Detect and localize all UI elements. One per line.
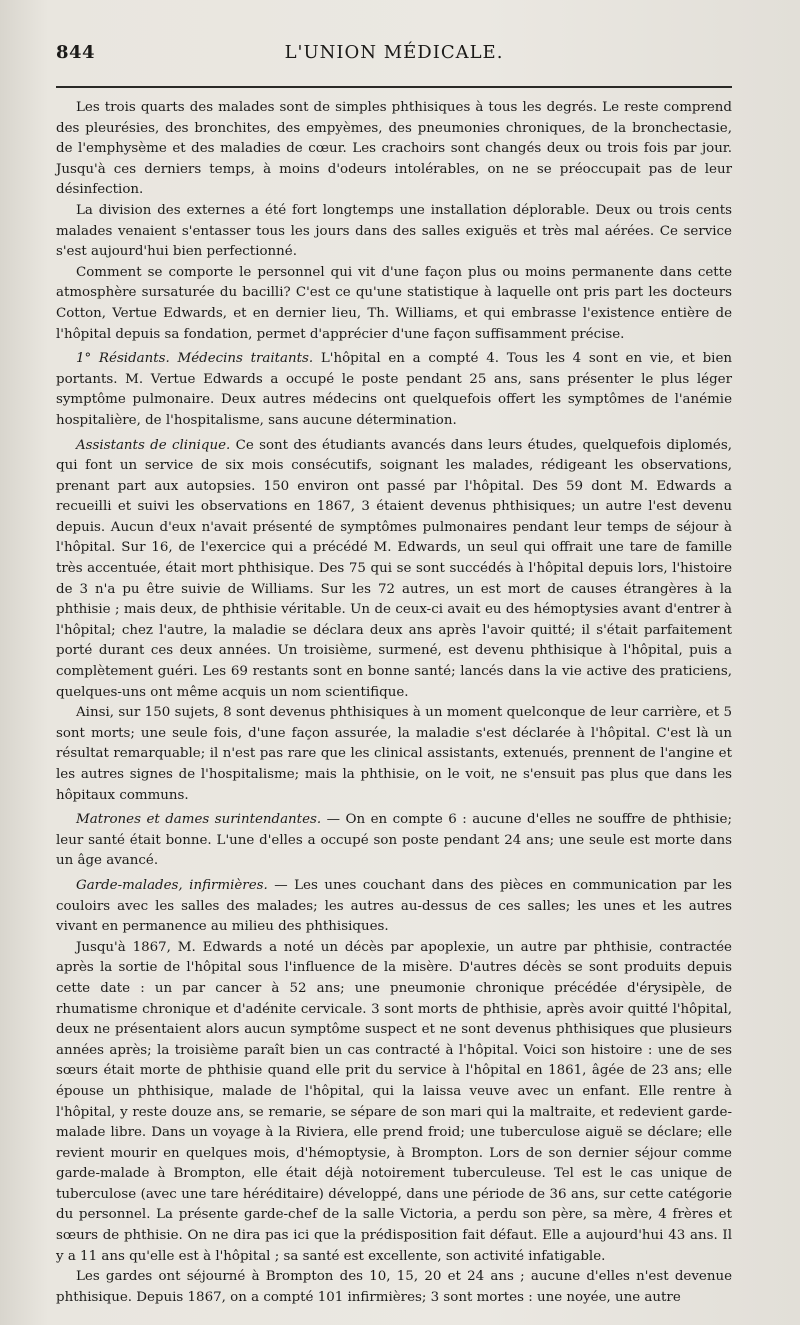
journal-title: L'UNION MÉDICALE. (284, 42, 504, 63)
running-head (56, 34, 732, 68)
paragraph-text: Comment se comporte le personnel qui vit d'une façon plus ou moins permanente dans cette atmosphère sursaturée du bacilli? C'est ce qu'une statistique à laquelle ont pris part les docteurs Cotton, Vertue Edwards, et en dernier lieu, Th. Williams, et qui embrasse l'existence entière de l'hôpital depuis sa fondation, permet d'apprécier d'une façon suffisamment précise. (56, 264, 732, 342)
paragraph-text: L'hôpital en a compté 4. Tous les 4 sont en vie, et bien portants. M. Vertue Edwards a occupé le poste pendant 25 ans, sans présenter le plus léger symptôme pulmonaire. Deux autres médecins ont quelquefois offert les symptômes de l'anémie hospitalière, de l'hospitalisme, sans aucune détermination. (56, 351, 732, 428)
paragraph-text: Ce sont des étudiants avancés dans leurs études, quelquefois diplomés, qui font un service de six mois consécutifs, soignant les malades, rédigeant les observations, prenant part aux autopsies. 150 environ ont passé par l'hôpital. Des 59 dont M. Edwards a recueilli et suivi les observations en 1867, 3 étaient devenus phthisiques; un autre l'est devenu depuis. Aucun d'eux n'avait présenté de symptômes pulmonaires pendant leur temps de séjour à l'hôpital. Sur 16, de l'exercice qui a précédé M. Edwards, un seul qui offrait une tare de famille très accentuée, était mort phthisique. Des 75 qui se sont succédés à l'hôpital depuis lors, l'histoire de 3 n'a pu être suivie de Williams. Sur les 72 autres, un est mort de causes étrangères à la phthisie ; mais deux, de phthisie véritable. Un de ceux-ci avait eu des hémoptysies avant d'entrer à l'hôpital; chez l'autre, la maladie se déclara deux ans après l'avoir quitté; il s'était parfaitement porté durant ces deux années. Un troisième, surmené, est devenu phthisique à l'hôpital, puis a complètement guéri. Les 69 restants sont en bonne santé; lancés dans la vie active des praticiens, quelques-uns ont même acquis un nom scientifique. (56, 437, 732, 700)
paragraph-text: — On en compte 6 : aucune d'elles ne souffre de phthisie; leur santé était bonne. L'une d'elles a occupé son poste pendant 24 ans; une seule est morte dans un âge avancé. (56, 812, 732, 869)
paragraph (56, 703, 732, 806)
section-heading: Matrones et dames surintendantes. (76, 812, 322, 828)
paragraph (56, 876, 732, 938)
paragraph (56, 810, 732, 872)
header-rule (56, 86, 732, 88)
section-heading: 1° Résidants. Médecins traitants. (76, 351, 314, 367)
paragraph-text: La division des externes a été fort longtemps une installation déplorable. Deux ou trois cents malades venaient s'entasser tous les jours dans des salles exiguës et très mal aérées. Ce service s'est aujourd'hui bien perfectionné. (56, 202, 732, 260)
page-number: 844 (56, 42, 96, 63)
section-heading: Garde-malades, infirmières. (76, 877, 268, 893)
paragraph (56, 349, 732, 431)
paragraph (56, 263, 732, 345)
paragraph-text: Jusqu'à 1867, M. Edwards a noté un décès par apoplexie, un autre par phthisie, contractée après la sortie de l'hôpital sous l'influence de la misère. D'autres décès se sont produits depuis cette date : un par cancer à 52 ans; une pneumonie chronique précédée d'érysipèle, de rhumatisme chronique et d'adénite cervicale. 3 sont morts de phthisie, après avoir quitté l'hôpital, deux ne présentaient alors aucun symptôme suspect et ne sont devenus phthisiques que plusieurs années après; la troisième paraît bien un cas contracté à l'hôpital. Voici son histoire : une de ses sœurs était morte de phthisie quand elle prit du service à l'hôpital en 1861, âgée de 23 ans; elle épouse un phthisique, malade de l'hôpital, qui la laissa veuve avec un enfant. Elle rentre à l'hôpital, y reste douze ans, se remarie, se sépare de son mari qui la maltraite, et redevient garde-malade libre. Dans un voyage à la Riviera, elle prend froid; une tuberculose aiguë se déclare; elle revient mourir en quelques mois, d'hémoptysie, à Brompton. Lors de son dernier séjour comme garde-malade à Brompton, elle était déjà notoirement tuberculeuse. Tel est le cas unique de tuberculose (avec une tare héréditaire) développé, dans une période de 36 ans, sur cette catégorie du personnel. La présente garde-chef de la salle Victoria, a perdu son père, sa mère, 4 frères et sœurs de phthisie. On ne dira pas ici que la prédisposition fait défaut. Elle a aujourd'hui 43 ans. Il y a 11 ans qu'elle est à l'hôpital ; sa santé est excellente, son activité infatigable. (56, 939, 732, 1264)
paragraph (56, 436, 732, 704)
section-heading: Assistants de clinique. (76, 437, 231, 453)
paragraph-text: Ainsi, sur 150 sujets, 8 sont devenus phthisiques à un moment quelconque de leur carrière, et 5 sont morts; une seule fois, d'une façon assurée, la maladie s'est déclarée à l'hôpital. C'est là un résultat remarquable; il n'est pas rare que les clinical assistants, extenués, prennent de l'angine et les autres signes de l'hospitalisme; mais la phthisie, on le voit, ne s'ensuit pas plus que dans les hôpitaux communs. (56, 705, 732, 803)
paragraph (56, 1267, 732, 1308)
paragraph (56, 98, 732, 201)
paragraph-text: — Les unes couchant dans des pièces en communication par les couloirs avec les salles des malades; les autres au-dessus de ces salles; les unes et les autres vivant en permanence au milieu des phthisiques. (56, 877, 732, 935)
paragraph (56, 938, 732, 1268)
paragraph (56, 201, 732, 263)
paragraph-text: Les trois quarts des malades sont de simples phthisiques à tous les degrés. Le reste comprend des pleurésies, des bronchites, des empyèmes, des pneumonies chroniques, de la bronchectasie, de l'emphysème et des maladies de cœur. Les crachoirs sont changés deux ou trois fois par jour. Jusqu'à ces derniers temps, à moins d'odeurs intolérables, on ne se préoccupait pas de leur désinfection. (56, 100, 732, 198)
article-body (56, 98, 732, 1308)
paragraph-text: Les gardes ont séjourné à Brompton des 10, 15, 20 et 24 ans ; aucune d'elles n'est devenue phthisique. Depuis 1867, on a compté 101 infirmières; 3 sont mortes : une noyée, une autre (56, 1269, 732, 1305)
